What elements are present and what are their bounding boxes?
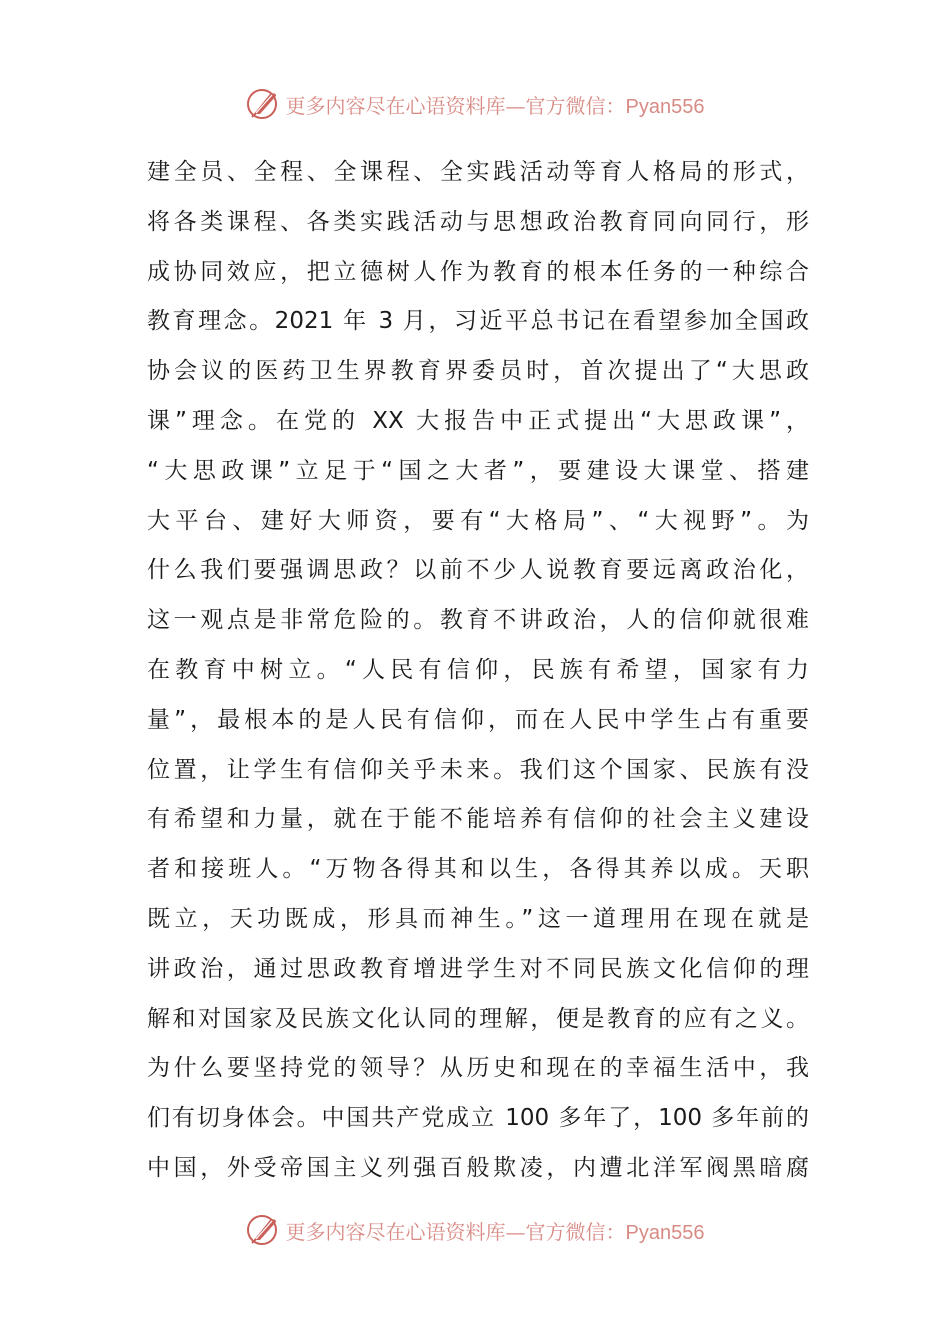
body-line-1: 建全员、全程、全课程、全实践活动等育人格局的形式， [147,159,809,185]
quill-pen-logo-icon [246,86,282,122]
quill-pen-logo-icon [246,1212,282,1248]
body-line-9: 什么我们要强调思政？以前不少人说教育要远离政治化， [147,557,809,584]
header-banner [0,84,950,124]
body-line-4: 教育理念。2021 年 3 月，习近平总书记在看望参加全国政 [147,308,809,335]
body-line-5: 协会议的医药卫生界教育界委员时，首次提出了“大思政 [147,358,809,385]
body-line-6: 课”理念。在党的 XX 大报告中正式提出“大思政课”， [147,407,809,434]
body-line-18: 解和对国家及民族文化认同的理解，便是教育的应有之义。 [147,1005,809,1032]
body-line-8: 大平台、建好大师资，要有“大格局”、“大视野”。为 [147,507,809,534]
body-line-2: 将各类课程、各类实践活动与思想政治教育同向同行，形 [147,208,809,235]
body-line-14: 有希望和力量，就在于能不能培养有信仰的社会主义建设 [147,806,809,833]
footer-banner [0,1210,950,1250]
header-banner-text: 更多内容尽在心语资料库—官方微信：Pyan556 [285,93,705,118]
body-line-15: 者和接班人。“万物各得其和以生，各得其养以成。天职 [147,856,809,883]
body-line-21: 中国，外受帝国主义列强百般欺凌，内遭北洋军阀黑暗腐 [147,1154,809,1181]
body-line-10: 这一观点是非常危险的。教育不讲政治，人的信仰就很难 [147,607,809,634]
body-line-7: “大思政课”立足于“国之大者”，要建设大课堂、搭建 [147,457,809,484]
body-text [147,148,809,1194]
body-line-11: 在教育中树立。“人民有信仰，民族有希望，国家有力 [147,656,809,683]
footer-banner-text: 更多内容尽在心语资料库—官方微信：Pyan556 [285,1219,705,1244]
body-line-12: 量”，最根本的是人民有信仰，而在人民中学生占有重要 [147,706,809,733]
body-line-3: 成协同效应，把立德树人作为教育的根本任务的一种综合 [147,258,809,285]
header-wechat-id: Pyan556 [625,95,705,118]
body-line-19: 为什么要坚持党的领导？从历史和现在的幸福生活中，我 [147,1055,809,1082]
body-line-16: 既立，天功既成，形具而神生。”这一道理用在现在就是 [147,905,809,932]
body-line-13: 位置，让学生有信仰关乎未来。我们这个国家、民族有没 [147,756,809,783]
footer-wechat-id: Pyan556 [625,1221,705,1244]
body-line-17: 讲政治，通过思政教育增进学生对不同民族文化信仰的理 [147,955,809,982]
body-line-20: 们有切身体会。中国共产党成立 100 多年了，100 多年前的 [147,1105,809,1132]
